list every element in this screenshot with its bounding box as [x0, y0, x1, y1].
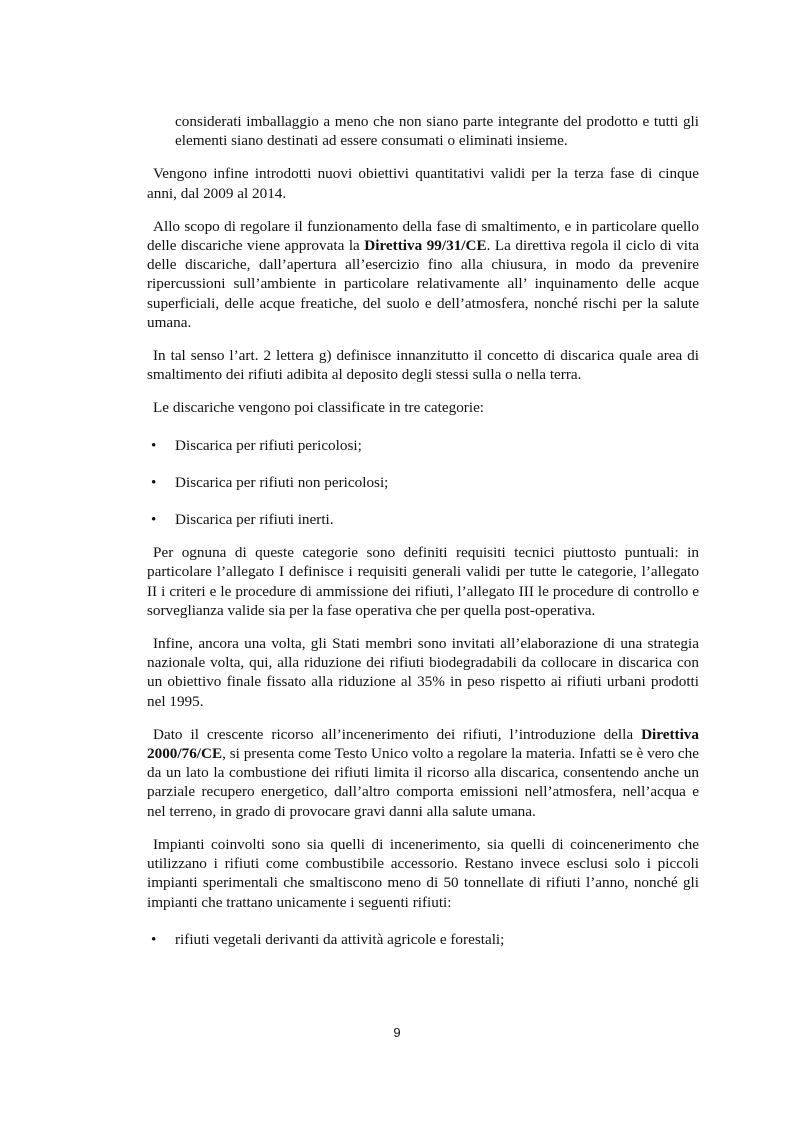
- bullet-icon: •: [151, 511, 157, 529]
- page-number: 9: [393, 1025, 401, 1040]
- bullet-list-rifiuti: [147, 930, 699, 949]
- continuation-paragraph: considerati imballaggio a meno che non siano parte integrante del prodotto e tutti gli elementi siano destinati ad essere consumati o eliminati insieme.: [175, 113, 699, 150]
- paragraph-text: , si presenta come Testo Unico volto a regolare la materia. Infatti se è vero che da un lato la combustione dei rifiuti limita il ricorso alla discarica, consentendo anche un parziale recupero energetico, dall’altro comporta emissioni nell’atmosfera, nell’acqua e nel terreno, in grado di provocare gravi danni alla salute umana.: [147, 745, 699, 820]
- directive-name: Direttiva 2000/76/CE: [147, 725, 699, 763]
- paragraph-direttiva-2000-76: [147, 725, 699, 821]
- paragraph-obiettivi: Vengono infine introdotti nuovi obiettivi quantitativi validi per la terza fase di cinque anni, dal 2009 al 2014.: [147, 165, 699, 202]
- paragraph-direttiva-99-31: [147, 217, 699, 332]
- list-item: • Discarica per rifiuti non pericolosi;: [151, 473, 389, 491]
- directive-name: Direttiva 99/31/CE: [364, 237, 487, 255]
- bullet-icon: •: [151, 930, 157, 948]
- paragraph-requisiti: Per ognuna di queste categorie sono definiti requisiti tecnici piuttosto puntuali: in particolare l’allegato I definisce i requisiti generali validi per tutte le categorie, l’allegato II i criteri e le procedure di ammissione dei rifiuti, l’allegato III le procedure di controllo e sorveglianza valide sia per la fase operativa che per quella post-operativa.: [147, 544, 699, 619]
- paragraph-art2: In tal senso l’art. 2 lettera g) definisce innanzitutto il concetto di discarica quale area di smaltimento dei rifiuti adibita al deposito degli stessi sulla o nella terra.: [147, 347, 699, 384]
- paragraph-text: Dato il crescente ricorso all’incenerimento dei rifiuti, l’introduzione della: [153, 725, 642, 743]
- paragraph-text: . La direttiva regola il ciclo di vita delle discariche, dall’apertura all’esercizio fino alla chiusura, in modo da prevenire ripercussioni sull’ambiente in particolare relativamente all’ inquinamento delle acque superficiali, delle acque freatiche, del suolo e dell’atmosfera, nonché rischi per la salute umana.: [147, 237, 699, 331]
- bullet-icon: •: [151, 436, 157, 454]
- paragraph-text: Allo scopo di regolare il funzionamento della fase di smaltimento, e in particolare quello delle discariche viene approvata la: [147, 217, 699, 255]
- bullet-icon: •: [151, 473, 157, 491]
- paragraph-impianti: Impianti coinvolti sono sia quelli di incenerimento, sia quelli di coincenerimento che utilizzano i rifiuti come combustibile accessorio. Restano invece esclusi solo i piccoli impianti sperimentali che smaltiscono meno di 50 tonnellate di rifiuti l’anno, nonché gli impianti che trattano unicamente i seguenti rifiuti:: [147, 835, 699, 911]
- list-item: • Discarica per rifiuti inerti.: [151, 511, 334, 529]
- paragraph-categorie: Le discariche vengono poi classificate in tre categorie:: [153, 399, 485, 417]
- paragraph-strategia: Infine, ancora una volta, gli Stati membri sono invitati all’elaborazione di una strategia nazionale volta, qui, alla riduzione dei rifiuti biodegradabili da collocare in discarica con un obiettivo finale fissato alla riduzione al 35% in peso rispetto ai rifiuti urbani prodotti nel 1995.: [147, 635, 699, 710]
- document-body: [147, 112, 699, 949]
- list-item: • Discarica per rifiuti pericolosi;: [151, 436, 362, 454]
- bullet-list-categorie: [147, 436, 699, 530]
- list-item: • rifiuti vegetali derivanti da attività agricole e forestali;: [151, 930, 505, 948]
